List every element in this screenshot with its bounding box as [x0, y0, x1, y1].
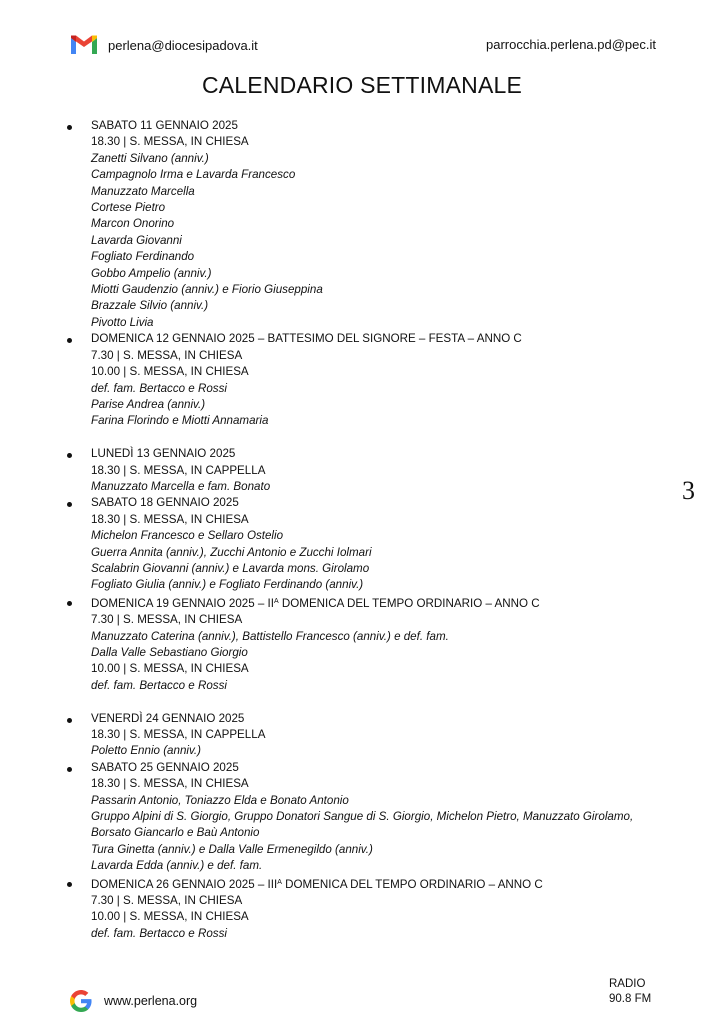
intention-line: Campagnolo Irma e Lavarda Francesco [91, 168, 296, 182]
intention-line: Borsato Giancarlo e Baù Antonio [91, 826, 260, 840]
calendar-event [66, 118, 676, 331]
calendar-event [66, 495, 676, 593]
calendar-list [66, 118, 676, 942]
intention-line: Farina Florindo e Miotti Annamaria [91, 414, 269, 428]
event-heading: VENERDÌ 24 GENNAIO 2025 [91, 711, 245, 725]
intention-line: Fogliato Giulia (anniv.) e Fogliato Ferdinando (anniv.) [91, 578, 364, 592]
mass-time-line: 7.30 | S. MESSA, IN CHIESA [91, 613, 243, 627]
event-heading: SABATO 18 GENNAIO 2025 [91, 496, 239, 510]
radio-frequency: 90.8 FM [609, 993, 652, 1005]
calendar-event [66, 594, 676, 711]
mass-time-line: 7.30 | S. MESSA, IN CHIESA [91, 894, 243, 908]
intention-line: Zanetti Silvano (anniv.) [91, 151, 209, 165]
page-title: CALENDARIO SETTIMANALE [201, 72, 523, 98]
intention-line: Lavarda Edda (anniv.) e def. fam. [91, 859, 263, 873]
website-link[interactable]: www.perlena.org [104, 994, 198, 1008]
intention-line: Marcon Onorino [91, 217, 175, 231]
email-left [70, 34, 258, 56]
mass-time-line: 18.30 | S. MESSA, IN CHIESA [91, 512, 249, 526]
mass-time-line: 18.30 | S. MESSA, IN CAPPELLA [91, 728, 266, 741]
event-heading: LUNEDÌ 13 GENNAIO 2025 [91, 447, 236, 461]
email-address-right[interactable]: parrocchia.perlena.pd@pec.it [485, 37, 656, 52]
spacer [91, 430, 676, 446]
calendar-event [66, 711, 676, 760]
gmail-icon [70, 34, 98, 56]
calendar-event [66, 446, 676, 495]
radio-label: RADIO [609, 978, 646, 990]
google-icon [70, 990, 92, 1012]
intention-line: Fogliato Ferdinando [91, 250, 195, 264]
intention-line: def. fam. Bertacco e Rossi [91, 678, 227, 692]
radio-info [609, 977, 651, 1007]
intention-line: Michelon Francesco e Sellaro Ostelio [91, 529, 284, 543]
event-heading: SABATO 25 GENNAIO 2025 [91, 760, 239, 774]
intention-line: Guerra Annita (anniv.), Zucchi Antonio e Zucchi Iolmari [91, 545, 372, 559]
mass-time-line: 7.30 | S. MESSA, IN CHIESA [91, 348, 243, 362]
intention-line: Pivotto Livia [91, 315, 154, 329]
email-address-left[interactable]: perlena@diocesipadova.it [108, 37, 258, 53]
intention-line: Miotti Gaudenzio (anniv.) e Fiorio Giuseppina [91, 283, 323, 297]
intention-line: def. fam. Bertacco e Rossi [91, 381, 227, 395]
intention-line: Gruppo Alpini di S. Giorgio, Gruppo Donatori Sangue di S. Giorgio, Michelon Pietro, Manuzzato Girolamo, [91, 810, 634, 824]
page-number: 3 [682, 476, 695, 505]
page-header [70, 34, 656, 58]
event-heading: DOMENICA 12 GENNAIO 2025 – BATTESIMO DEL SIGNORE – FESTA – ANNO C [91, 332, 522, 346]
event-heading: DOMENICA 19 GENNAIO $2025 - II^A$ DOMENICA DEL TEMPO ORDINARIO – ANNO C [91, 596, 540, 610]
mass-time-line: 10.00 | S. MESSA, IN CHIESA [91, 662, 249, 676]
mass-time-line: 18.30 | S. MESSA, IN CHIESA [91, 135, 249, 149]
intention-line: Poletto Ennio (anniv.) [91, 744, 201, 758]
intention-line: Manuzzato Marcella e fam. Bonato [91, 479, 271, 493]
intention-line: Manuzzato Marcella [91, 184, 195, 198]
calendar-event [66, 760, 676, 875]
mass-time-line: 18.30 | S. MESSA, IN CAPPELLA [91, 463, 266, 477]
intention-line: Manuzzato Caterina (anniv.), Battistello Francesco (anniv.) e def. fam. [91, 629, 449, 643]
intention-line: Dalla Valle Sebastiano Giorgio [91, 645, 248, 659]
footer-website [70, 990, 197, 1012]
intention-line: def. fam. Bertacco e Rossi [91, 926, 227, 940]
mass-time-line: 18.30 | S. MESSA, IN CHIESA [91, 777, 249, 791]
intention-line: Lavarda Giovanni [91, 233, 182, 247]
mass-time-line: 10.00 | S. MESSA, IN CHIESA [91, 910, 249, 924]
intention-line: Passarin Antonio, Toniazzo Elda e Bonato Antonio [91, 793, 349, 807]
intention-line: Tura Ginetta (anniv.) e Dalla Valle Ermenegildo (anniv.) [91, 842, 373, 856]
calendar-event [66, 875, 676, 943]
spacer [91, 694, 676, 710]
event-heading: SABATO 11 GENNAIO 2025 [91, 119, 238, 132]
intention-line: Cortese Pietro [91, 201, 166, 215]
intention-line: Scalabrin Giovanni (anniv.) e Lavarda mons. Girolamo [91, 561, 370, 575]
intention-line: Brazzale Silvio (anniv.) [91, 299, 209, 313]
intention-line: Parise Andrea (anniv.) [91, 397, 206, 411]
mass-time-line: 10.00 | S. MESSA, IN CHIESA [91, 365, 249, 379]
intention-line: Gobbo Ampelio (anniv.) [91, 266, 212, 280]
calendar-event [66, 331, 676, 446]
event-heading: DOMENICA 26 GENNAIO $2025 - III^A$ DOMENICA DEL TEMPO ORDINARIO – ANNO C [91, 877, 543, 891]
